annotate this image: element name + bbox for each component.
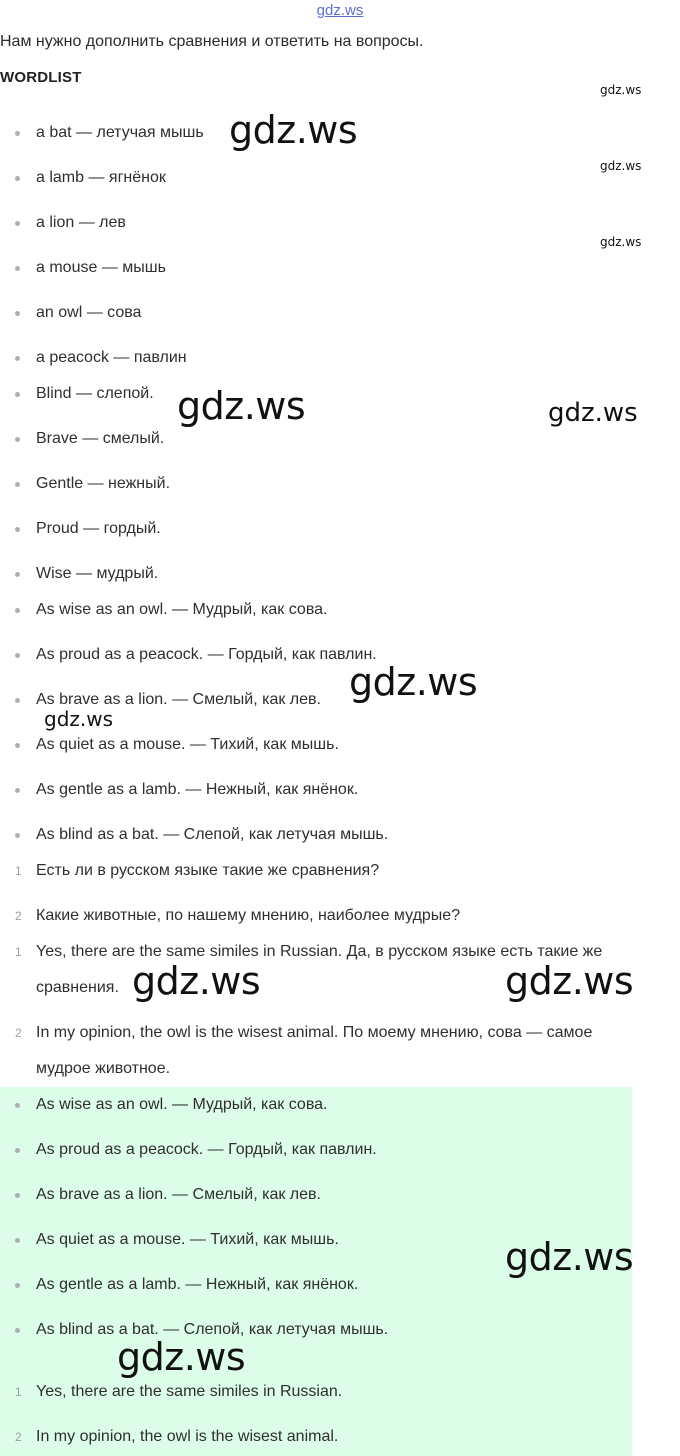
watermark: gdz.ws bbox=[600, 235, 642, 249]
watermark: gdz.ws bbox=[600, 159, 642, 173]
watermark: gdz.ws bbox=[349, 660, 478, 704]
watermark: gdz.ws bbox=[44, 707, 114, 731]
watermark: gdz.ws bbox=[117, 1335, 246, 1379]
watermark: gdz.ws bbox=[505, 959, 634, 1003]
wordlist-heading: WORDLIST bbox=[0, 69, 82, 86]
watermark: gdz.ws bbox=[132, 959, 261, 1003]
watermark: gdz.ws bbox=[600, 83, 642, 97]
watermark: gdz.ws bbox=[177, 384, 306, 428]
site-link[interactable]: gdz.ws bbox=[316, 2, 364, 19]
watermark: gdz.ws bbox=[548, 398, 638, 428]
intro-text: Нам нужно дополнить сравнения и ответить на вопросы. bbox=[0, 33, 424, 50]
watermark: gdz.ws bbox=[505, 1235, 634, 1279]
watermark: gdz.ws bbox=[229, 108, 358, 152]
